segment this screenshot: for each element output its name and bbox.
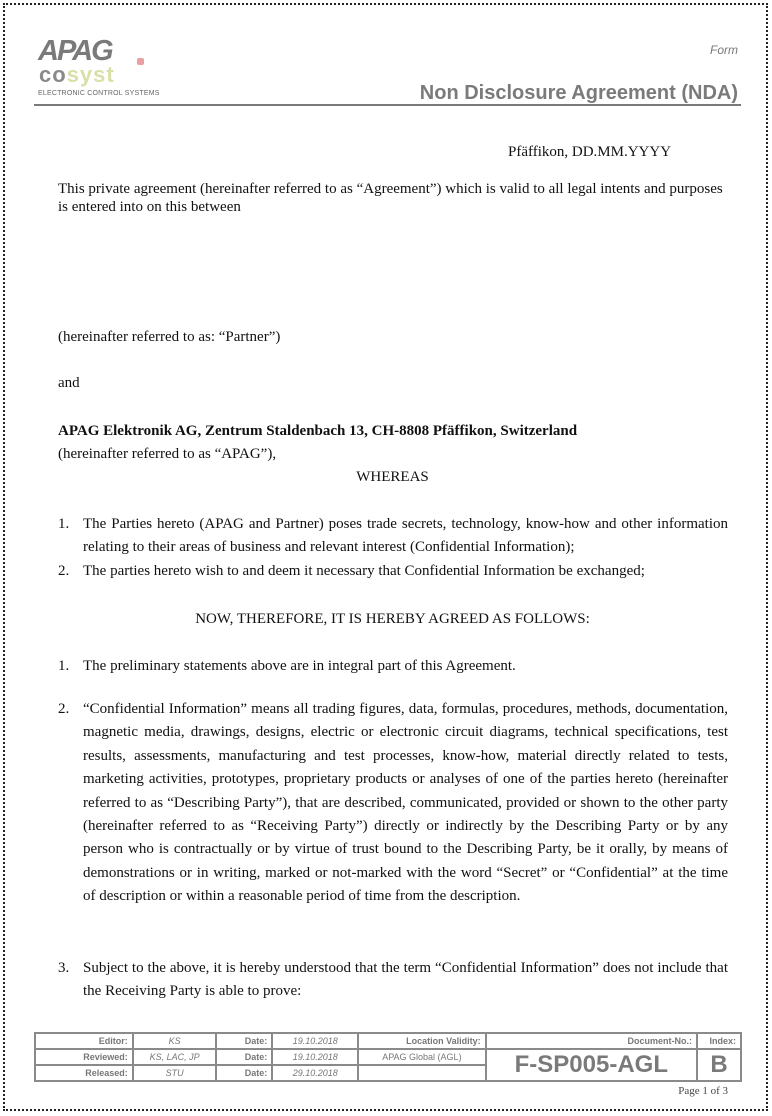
docno-label: Document-No.:: [486, 1033, 697, 1049]
list-number: 2.: [58, 562, 70, 579]
document-control-table: [34, 1032, 742, 1082]
list-item: [58, 513, 728, 560]
clause-text: “Confidential Information” means all trading figures, data, formulas, procedures, methods, documentation, magnetic media, drawings, designs, electric or electronic circuit diagrams, technical specifications, test results, assessments, manufacturing and test processes, know-how, material directly related to tests, marketing activities, prototypes, proprietary products or analyses of one of the parties hereto (hereinafter referred to as “Describing Party”), that are described, communicated, provided or shown to the other party (hereinafter referred to as “Receiving Party”) directly or indirectly by the Describing Party or by any person who is contractually or by virtue of trust bound to the Describing Party, be it orally, by means of demonstrations or in writing, marked or not-marked with the word “Secret” or “Confidential” at the time of description or within a reasonable period of time from the description.: [83, 701, 728, 905]
index-label: Index:: [697, 1033, 741, 1049]
location-value: APAG Global (AGL): [358, 1049, 486, 1065]
logo-tagline: ELECTRONIC CONTROL SYSTEMS: [38, 90, 160, 97]
editor-label: Editor:: [35, 1033, 133, 1049]
reviewed-value: KS, LAC, JP: [133, 1049, 217, 1065]
form-label: Form: [710, 43, 738, 57]
partner-reference: (hereinafter referred to as: “Partner”): [58, 329, 281, 345]
whereas-heading: WHEREAS: [356, 469, 429, 485]
clause-text: The preliminary statements above are in integral part of this Agreement.: [83, 658, 516, 674]
apag-address: APAG Elektronik AG, Zentrum Staldenbach 13, CH-8808 Pfäffikon, Switzerland: [58, 423, 578, 439]
clause-number: 2.: [58, 701, 70, 717]
intro-paragraph: This private agreement (hereinafter referred to as “Agreement”) which is valid to all legal intents and purposes is entered into on this between: [58, 181, 723, 215]
clause-list: [58, 957, 728, 1004]
whereas-list: [58, 513, 728, 583]
editor-value: KS: [133, 1033, 217, 1049]
document-index: B: [697, 1049, 741, 1081]
logo-syst: syst: [66, 62, 115, 87]
document-number: F-SP005-AGL: [486, 1049, 697, 1081]
list-item: [58, 560, 728, 583]
logo-co: co: [39, 62, 67, 87]
clause-item: [58, 698, 728, 909]
editor-date: 19.10.2018: [272, 1033, 358, 1049]
clause-list: [58, 655, 728, 678]
clause-list: [58, 698, 728, 909]
list-text: The parties hereto wish to and deem it necessary that Confidential Information be exchanged;: [83, 562, 645, 579]
reviewed-label: Reviewed:: [35, 1049, 133, 1065]
location-label: Location Validity:: [358, 1033, 486, 1049]
released-value: STU: [133, 1065, 217, 1081]
and-text: and: [58, 375, 80, 391]
document-title: Non Disclosure Agreement (NDA): [419, 82, 738, 104]
agreed-heading: NOW, THEREFORE, IT IS HEREBY AGREED AS FOLLOWS:: [195, 611, 590, 627]
header-divider: [34, 104, 741, 106]
apag-reference: (hereinafter referred to as “APAG”),: [58, 446, 277, 462]
released-date: 29.10.2018: [272, 1065, 358, 1081]
place-date: Pfäffikon, DD.MM.YYYY: [508, 144, 672, 160]
logo-apag-text: APAG: [38, 35, 112, 67]
logo-cosyst-text: [39, 64, 115, 86]
date-label: Date:: [216, 1033, 272, 1049]
page-number: Page 1 of 3: [678, 1085, 728, 1097]
clause-number: 3.: [58, 960, 70, 976]
list-number: 1.: [58, 516, 70, 532]
clause-number: 1.: [58, 658, 70, 674]
list-text: The Parties hereto (APAG and Partner) poses trade secrets, technology, know-how and other information relating to their areas of business and relevant interest (Confidential Information);: [83, 516, 728, 556]
clause-item: [58, 957, 728, 1004]
clause-text: Subject to the above, it is hereby understood that the term “Confidential Information” does not include that the Receiving Party is able to prove:: [83, 960, 728, 1000]
date-label: Date:: [216, 1049, 272, 1065]
logo-dot-icon: [137, 58, 144, 65]
clause-item: [58, 655, 728, 678]
date-label: Date:: [216, 1065, 272, 1081]
reviewed-date: 19.10.2018: [272, 1049, 358, 1065]
released-label: Released:: [35, 1065, 133, 1081]
apag-cosyst-logo: [38, 36, 158, 100]
location-empty-cell: [358, 1065, 486, 1081]
